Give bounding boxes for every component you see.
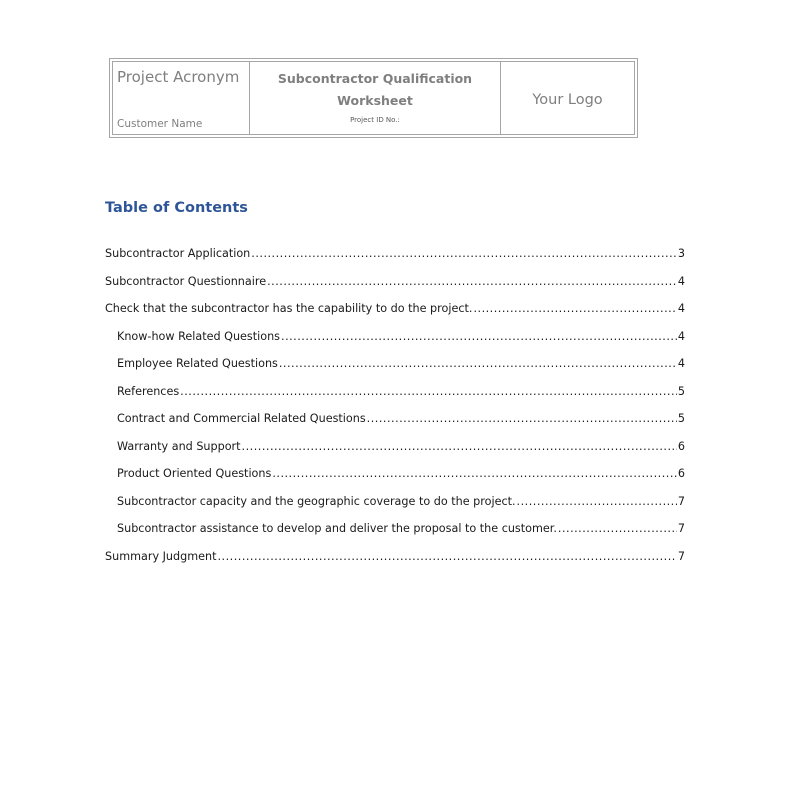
toc-entry-page-number[interactable]: 5	[677, 384, 685, 398]
toc-dot-leader	[251, 247, 677, 260]
logo-placeholder: Your Logo	[532, 92, 603, 108]
toc-entry[interactable]	[105, 522, 685, 550]
toc-entry-page-number[interactable]: 4	[677, 357, 685, 370]
toc-entry-title[interactable]: Warranty and Support	[117, 439, 241, 453]
header-cell-title	[250, 62, 501, 134]
toc-entry-title[interactable]: Check that the subcontractor has the capability to do the project.	[105, 302, 473, 315]
toc-entry[interactable]	[105, 275, 685, 303]
document-title-line1: Subcontractor Qualification	[277, 71, 473, 86]
document-title-line2: Worksheet	[337, 93, 413, 108]
project-acronym: Project Acronym	[117, 68, 240, 86]
toc-entry-page-number[interactable]: 5	[677, 412, 685, 425]
header-table	[109, 58, 638, 138]
toc-dot-leader	[281, 330, 677, 343]
toc-dot-leader	[267, 275, 677, 288]
toc-entry-page-number[interactable]: 7	[677, 549, 685, 563]
toc-entry-page-number[interactable]: 4	[677, 302, 685, 315]
toc-dot-leader	[242, 440, 677, 453]
toc-entry-page-number[interactable]: 7	[677, 522, 685, 535]
toc-dot-leader	[279, 357, 677, 370]
toc-dot-leader	[517, 495, 677, 508]
toc-entry[interactable]	[105, 412, 685, 440]
header-cell-project	[113, 62, 250, 134]
toc-entry[interactable]	[105, 495, 685, 523]
header-table-inner	[112, 61, 635, 135]
toc-entry-page-number[interactable]: 6	[677, 467, 685, 480]
toc-entry-title[interactable]: Employee Related Questions	[117, 357, 278, 370]
toc-entry[interactable]	[105, 357, 685, 385]
toc-entry-title[interactable]: Know-how Related Questions	[117, 329, 281, 343]
toc-entry-page-number[interactable]: 4	[677, 274, 685, 288]
project-id-label: Project ID No.:	[350, 116, 400, 124]
toc-entry-page-number[interactable]: 6	[677, 439, 685, 453]
toc-entry[interactable]	[105, 330, 685, 358]
toc-entry[interactable]	[105, 302, 685, 330]
toc-entry-page-number[interactable]: 3	[677, 247, 685, 260]
toc-dot-leader	[367, 412, 677, 425]
toc-entry-title[interactable]: Subcontractor assistance to develop and deliver the proposal to the customer.	[117, 522, 557, 535]
toc-entry[interactable]	[105, 550, 685, 578]
toc-entry-page-number[interactable]: 7	[677, 494, 685, 508]
toc-dot-leader	[272, 467, 677, 480]
toc-entry-page-number[interactable]: 4	[677, 329, 685, 343]
toc-entry[interactable]	[105, 247, 685, 275]
toc-dot-leader	[217, 550, 676, 563]
toc-entry-title[interactable]: Product Oriented Questions	[117, 467, 272, 480]
toc-heading: Table of Contents	[105, 200, 248, 216]
toc-entry[interactable]	[105, 385, 685, 413]
toc-entry[interactable]	[105, 440, 685, 468]
toc-entry-title[interactable]: Subcontractor Questionnaire	[105, 274, 267, 288]
toc-dot-leader	[180, 385, 677, 398]
toc-list	[105, 247, 685, 577]
toc-dot-leader	[558, 522, 677, 535]
document-title	[250, 68, 500, 112]
toc-entry-title[interactable]: Contract and Commercial Related Questions	[117, 412, 366, 425]
customer-name: Customer Name	[117, 118, 203, 130]
toc-entry-title[interactable]: References	[117, 384, 180, 398]
header-cell-logo	[501, 62, 634, 134]
toc-dot-leader	[473, 302, 676, 315]
toc-entry[interactable]	[105, 467, 685, 495]
toc-entry-title[interactable]: Subcontractor capacity and the geographic coverage to do the project.	[117, 494, 516, 508]
toc-entry-title[interactable]: Subcontractor Application	[105, 247, 251, 260]
toc-entry-title[interactable]: Summary Judgment	[105, 549, 217, 563]
